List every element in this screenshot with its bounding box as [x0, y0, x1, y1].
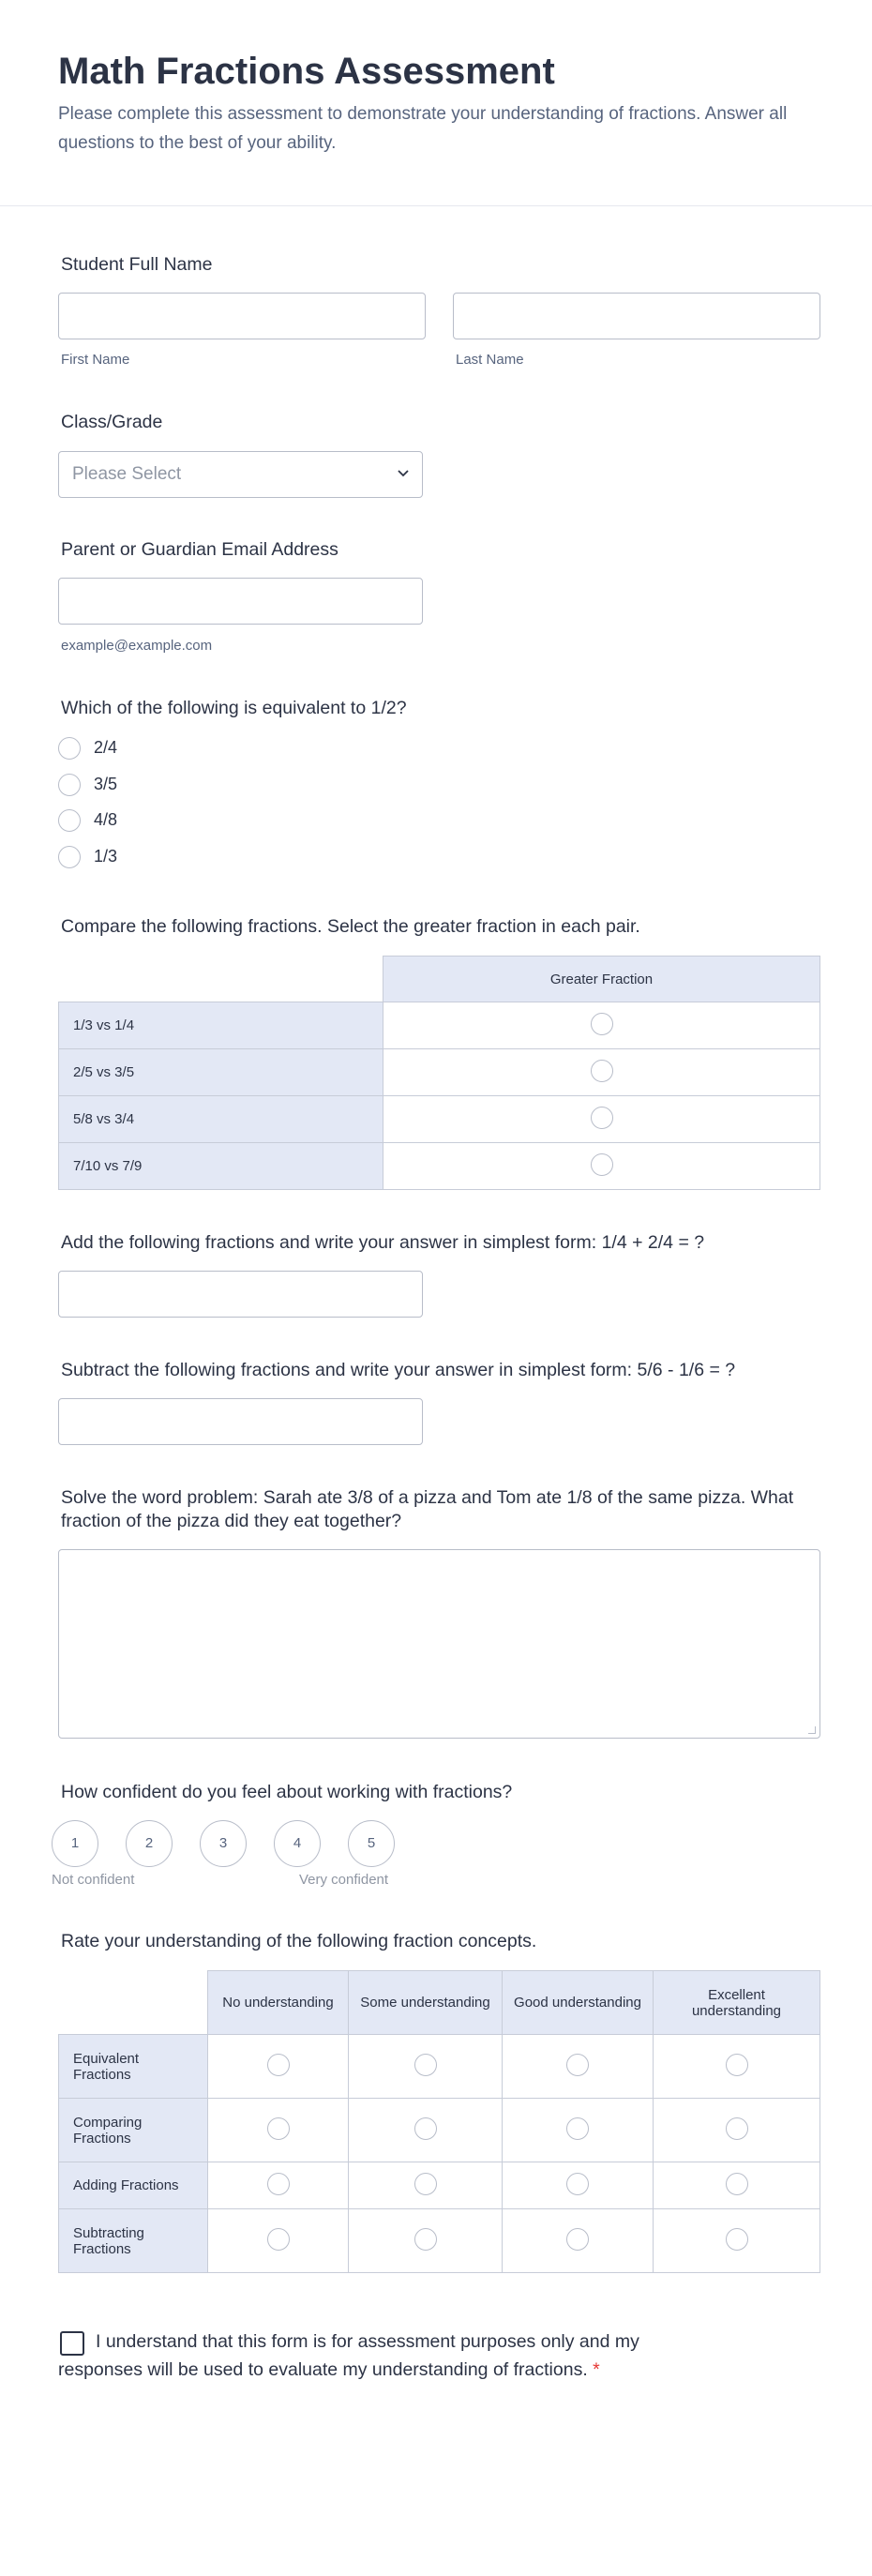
- subtract-label: Subtract the following fractions and write your answer in simplest form: 5/6 - 1/6 = ?: [61, 1360, 736, 1380]
- confidence-option-1[interactable]: 1: [52, 1820, 98, 1867]
- compare-row-3-cell: [383, 1096, 820, 1143]
- equivalent-option-label-1: 2/4: [94, 738, 118, 757]
- rating-cell: [654, 2209, 820, 2273]
- rating-row-label: Equivalent Fractions: [59, 2035, 208, 2099]
- rating-row-2-radio-4[interactable]: [726, 2117, 748, 2140]
- rating-cell: [503, 2209, 654, 2273]
- rating-row-2-radio-2[interactable]: [414, 2117, 437, 2140]
- rating-row-4-radio-4[interactable]: [726, 2228, 748, 2251]
- email-field[interactable]: [58, 578, 423, 625]
- email-sublabel: example@example.com: [61, 638, 213, 654]
- equivalent-option-radio-2[interactable]: [58, 774, 81, 796]
- form-header: [0, 0, 872, 206]
- matrix-corner: [59, 957, 383, 1002]
- compare-row-4-cell: [383, 1143, 820, 1190]
- grade-select[interactable]: [58, 451, 423, 498]
- rating-label: Rate your understanding of the following fraction concepts.: [61, 1931, 537, 1951]
- confidence-option-5[interactable]: 5: [348, 1820, 395, 1867]
- rating-column-header: Good understanding: [503, 1971, 654, 2035]
- compare-matrix: [58, 956, 820, 1190]
- confidence-option-3[interactable]: 3: [200, 1820, 247, 1867]
- rating-cell: [208, 2099, 349, 2162]
- confidence-option-2[interactable]: 2: [126, 1820, 173, 1867]
- rating-row-4-radio-3[interactable]: [566, 2228, 589, 2251]
- rating-cell: [349, 2099, 503, 2162]
- compare-column-header: Greater Fraction: [383, 957, 820, 1002]
- rating-row-3-radio-1[interactable]: [267, 2173, 290, 2195]
- rating-row-label: Subtracting Fractions: [59, 2209, 208, 2273]
- compare-row-label: 7/10 vs 7/9: [59, 1143, 383, 1190]
- word-problem-label: Solve the word problem: Sarah ate 3/8 of a pizza and Tom ate 1/8 of the same pizza. What fraction of the pizza did they eat together?: [61, 1487, 794, 1531]
- equivalent-option-radio-1[interactable]: [58, 737, 81, 760]
- rating-cell: [654, 2099, 820, 2162]
- subtract-answer-field[interactable]: [58, 1398, 423, 1445]
- rating-column-header: Excellent understanding: [654, 1971, 820, 2035]
- chevron-down-icon: [398, 467, 409, 478]
- rating-cell: [503, 2099, 654, 2162]
- confidence-low-caption: Not confident: [52, 1872, 135, 1888]
- name-label: Student Full Name: [61, 254, 213, 275]
- rating-row-2-radio-1[interactable]: [267, 2117, 290, 2140]
- consent-text: I understand that this form is for assessment purposes only and my responses will be used to evaluate my understanding of fractions.: [58, 2331, 639, 2380]
- compare-row-2-radio[interactable]: [591, 1060, 613, 1082]
- rating-column-header: No understanding: [208, 1971, 349, 2035]
- first-name-sublabel: First Name: [61, 352, 130, 368]
- rating-row-3-radio-3[interactable]: [566, 2173, 589, 2195]
- consent-text-block: [58, 2327, 714, 2384]
- form-title: Math Fractions Assessment: [58, 51, 555, 92]
- equivalent-option-label-3: 4/8: [94, 810, 118, 829]
- last-name-field[interactable]: [453, 293, 820, 339]
- rating-cell: [349, 2162, 503, 2209]
- confidence-option-4[interactable]: 4: [274, 1820, 321, 1867]
- equivalent-option-radio-3[interactable]: [58, 809, 81, 832]
- add-label: Add the following fractions and write your answer in simplest form: 1/4 + 2/4 = ?: [61, 1232, 705, 1253]
- rating-cell: [654, 2162, 820, 2209]
- rating-cell: [349, 2209, 503, 2273]
- rating-cell: [208, 2035, 349, 2099]
- rating-row-1-radio-2[interactable]: [414, 2054, 437, 2076]
- rating-row-2-radio-3[interactable]: [566, 2117, 589, 2140]
- compare-row-label: 5/8 vs 3/4: [59, 1096, 383, 1143]
- compare-row-3-radio[interactable]: [591, 1107, 613, 1129]
- equivalent-option-label-2: 3/5: [94, 775, 118, 793]
- rating-row-3-radio-2[interactable]: [414, 2173, 437, 2195]
- compare-row-label: 1/3 vs 1/4: [59, 1002, 383, 1049]
- compare-row-4-radio[interactable]: [591, 1153, 613, 1176]
- rating-column-header: Some understanding: [349, 1971, 503, 2035]
- rating-cell: [349, 2035, 503, 2099]
- equivalent-option-label-4: 1/3: [94, 847, 118, 866]
- confidence-high-caption: Very confident: [299, 1872, 389, 1888]
- word-problem-textarea[interactable]: [58, 1549, 820, 1739]
- rating-row-label: Comparing Fractions: [59, 2099, 208, 2162]
- grade-label: Class/Grade: [61, 412, 163, 432]
- first-name-field[interactable]: [58, 293, 426, 339]
- add-answer-field[interactable]: [58, 1271, 423, 1318]
- grade-select-placeholder: Please Select: [72, 464, 182, 484]
- equivalent-label: Which of the following is equivalent to 1/2?: [61, 698, 407, 718]
- rating-row-1-radio-3[interactable]: [566, 2054, 589, 2076]
- last-name-sublabel: Last Name: [456, 352, 524, 368]
- rating-cell: [208, 2209, 349, 2273]
- rating-row-4-radio-1[interactable]: [267, 2228, 290, 2251]
- compare-row-1-radio[interactable]: [591, 1013, 613, 1035]
- rating-row-3-radio-4[interactable]: [726, 2173, 748, 2195]
- compare-row-2-cell: [383, 1049, 820, 1096]
- compare-row-1-cell: [383, 1002, 820, 1049]
- rating-row-label: Adding Fractions: [59, 2162, 208, 2209]
- rating-cell: [503, 2035, 654, 2099]
- resize-handle-icon[interactable]: [808, 1726, 816, 1734]
- compare-label: Compare the following fractions. Select the greater fraction in each pair.: [61, 916, 640, 937]
- rating-cell: [654, 2035, 820, 2099]
- equivalent-option-radio-4[interactable]: [58, 846, 81, 868]
- rating-row-1-radio-1[interactable]: [267, 2054, 290, 2076]
- rating-row-4-radio-2[interactable]: [414, 2228, 437, 2251]
- required-asterisk: *: [593, 2359, 600, 2380]
- matrix-corner: [59, 1971, 208, 2035]
- rating-row-1-radio-4[interactable]: [726, 2054, 748, 2076]
- rating-matrix: [58, 1970, 820, 2273]
- compare-row-label: 2/5 vs 3/5: [59, 1049, 383, 1096]
- email-label: Parent or Guardian Email Address: [61, 539, 338, 560]
- form-subtitle: Please complete this assessment to demonstrate your understanding of fractions. Answer all questions to the best of your ability.: [58, 104, 788, 153]
- rating-cell: [208, 2162, 349, 2209]
- confidence-label: How confident do you feel about working with fractions?: [61, 1782, 513, 1802]
- rating-cell: [503, 2162, 654, 2209]
